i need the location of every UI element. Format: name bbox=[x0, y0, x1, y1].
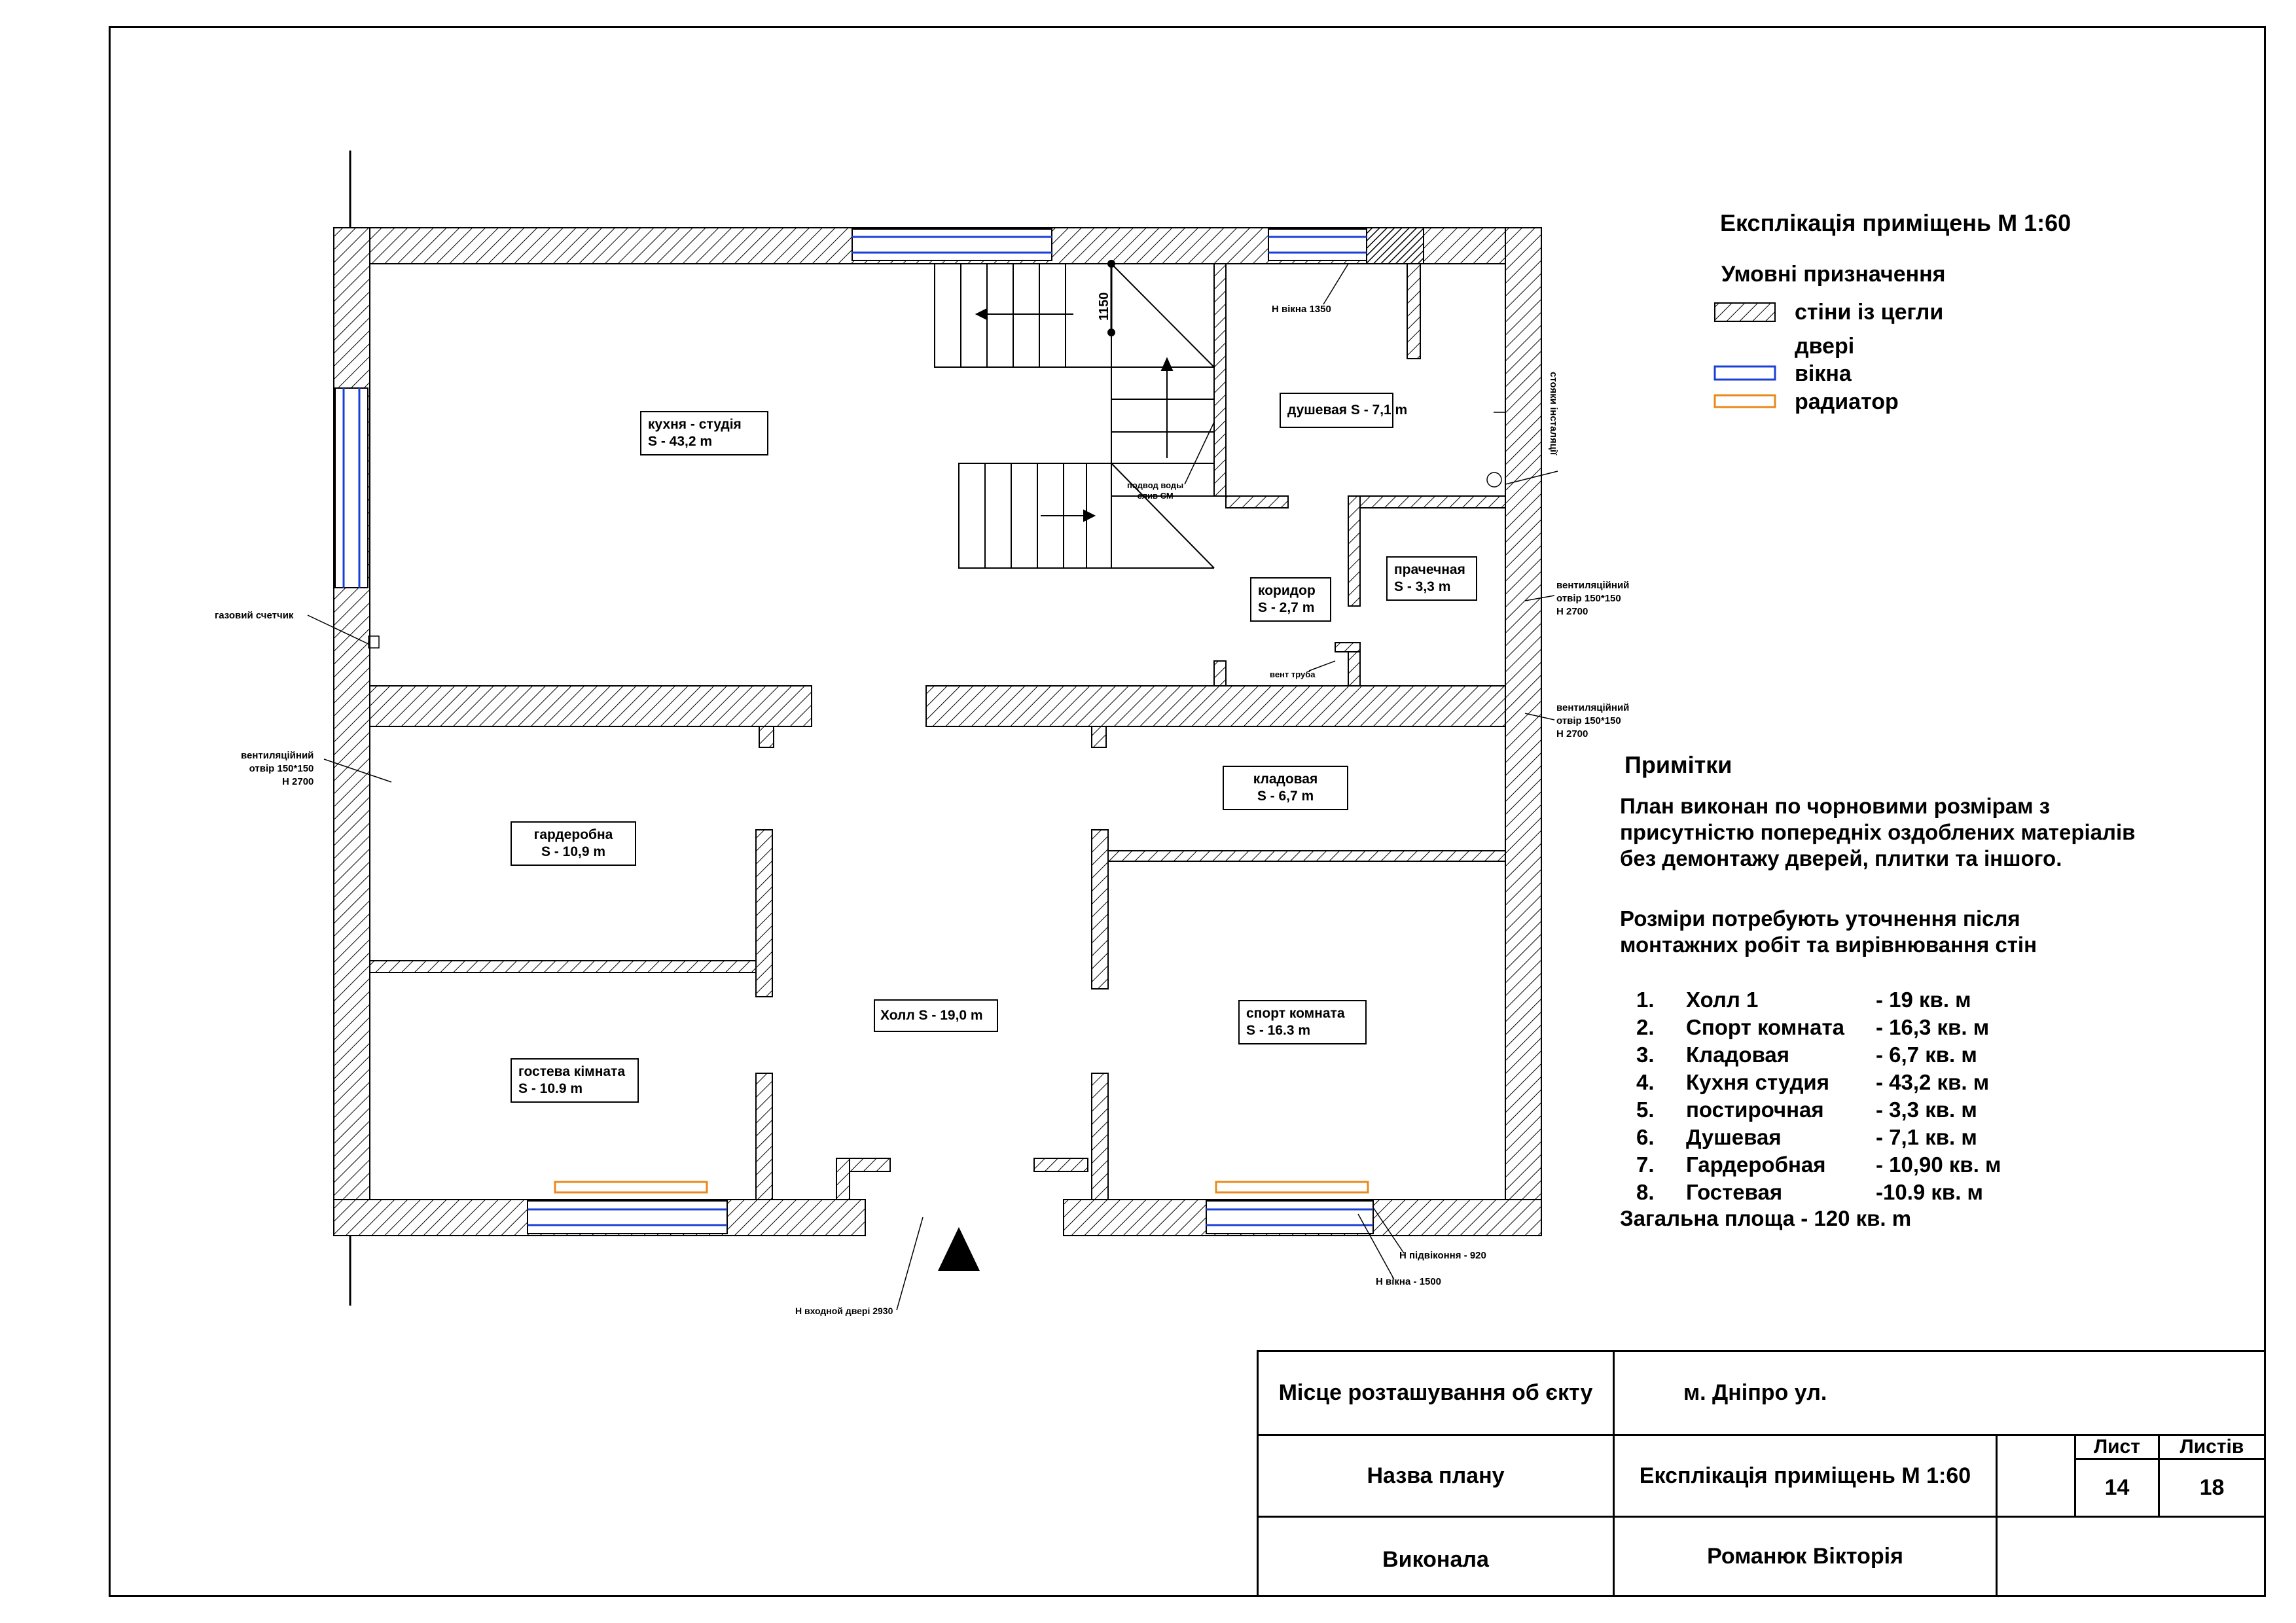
wall-door-r-h bbox=[1034, 1158, 1088, 1171]
wall-sport-v bbox=[1092, 830, 1108, 989]
room-name: спорт комната bbox=[1246, 1006, 1345, 1021]
area-list bbox=[1636, 987, 2001, 1207]
room-name: душевая S - 7,1 m bbox=[1287, 402, 1408, 418]
room-name: кладовая bbox=[1253, 772, 1318, 787]
stairs bbox=[935, 260, 1214, 568]
wall-stub-2 bbox=[1092, 726, 1106, 747]
annotation-gas-meter: газовий счетчик bbox=[215, 610, 294, 621]
vent-shaft bbox=[1367, 228, 1424, 264]
stamp-plan-label: Назва плану bbox=[1257, 1434, 1615, 1518]
annotation-sill-height: Н підвіконня - 920 bbox=[1399, 1250, 1486, 1261]
hatch-swatch-icon bbox=[1715, 303, 1775, 321]
total-area: Загальна площа - 120 кв. m bbox=[1620, 1206, 1912, 1230]
legend-item-walls: стіни із цегли bbox=[1795, 300, 1944, 325]
room-label-shower bbox=[1280, 393, 1408, 428]
legend-subtitle: Умовні призначення bbox=[1721, 262, 1946, 287]
room-area: S - 16.3 m bbox=[1246, 1023, 1311, 1038]
room-name: Холл S - 19,0 m bbox=[880, 1008, 983, 1023]
room-name: гостева кімната bbox=[518, 1064, 626, 1079]
wall-vent-stub-h bbox=[1335, 643, 1360, 652]
room-name: коридор bbox=[1258, 583, 1316, 598]
wall-wardrobe-v bbox=[756, 830, 772, 997]
wall-storage bbox=[1108, 851, 1505, 861]
list-item: 1. Холл 1 - 19 кв. м bbox=[1636, 988, 1971, 1012]
room-label-kitchen bbox=[640, 411, 768, 455]
stamp-plan-value: Експлікація приміщень М 1:60 bbox=[1613, 1434, 1998, 1518]
wall-door-l-v bbox=[836, 1158, 850, 1200]
notes-title: Примітки bbox=[1624, 751, 1732, 778]
annotation-entrance-door: Н входной двері 2930 bbox=[795, 1306, 893, 1316]
wall-right bbox=[1505, 228, 1541, 1236]
wall-guest-v bbox=[756, 1073, 772, 1200]
radiator-guest bbox=[555, 1182, 707, 1192]
wall-shower-v bbox=[1407, 264, 1420, 359]
wall-shower-stub bbox=[1226, 496, 1288, 508]
notes-paragraph-1: План виконан по чорновими розмірам з присутністю попередніх оздоблених матеріалів без демонтажу дверей, плитки та іншого. bbox=[1620, 794, 2136, 870]
stamp-sheet-value: 14 bbox=[2074, 1458, 2160, 1518]
room-name: прачечная bbox=[1394, 562, 1465, 577]
annotation-vent-right-2: вентиляційний отвір 150*150 Н 2700 bbox=[1556, 702, 1630, 740]
annotation-window-height: Н вікна 1350 bbox=[1272, 304, 1331, 315]
room-label-storage bbox=[1223, 766, 1348, 810]
radiators bbox=[555, 1182, 1368, 1192]
stamp-empty-cell bbox=[1996, 1516, 2266, 1597]
wall-sport-v2 bbox=[1092, 1073, 1108, 1200]
wall-wardrobe bbox=[370, 961, 762, 972]
window-bottom-2 bbox=[1206, 1201, 1373, 1234]
room-name: кухня - студія bbox=[648, 417, 742, 432]
stamp-author-label: Виконала bbox=[1257, 1516, 1615, 1597]
room-label-wardrobe bbox=[511, 821, 636, 866]
list-item: 7. Гардеробная - 10,90 кв. м bbox=[1636, 1152, 2001, 1177]
window-bottom-1 bbox=[528, 1201, 727, 1234]
annotation-riser: стояки інсталяції bbox=[1548, 372, 1559, 455]
stamp-sheet-label: Лист bbox=[2074, 1434, 2160, 1460]
room-name: гардеробна bbox=[533, 827, 613, 842]
radiator-swatch-icon bbox=[1715, 395, 1775, 407]
title-block bbox=[1257, 1350, 2266, 1597]
annotation-vent-right-1: вентиляційний отвір 150*150 Н 2700 bbox=[1556, 580, 1630, 617]
stamp-sheets-value: 18 bbox=[2158, 1458, 2266, 1518]
room-area: S - 2,7 m bbox=[1258, 600, 1315, 615]
room-area: S - 43,2 m bbox=[648, 434, 713, 449]
list-item: 8. Гостевая -10.9 кв. м bbox=[1636, 1180, 1983, 1204]
room-label-guest bbox=[511, 1058, 639, 1103]
stamp-sheets-label: Листів bbox=[2158, 1434, 2266, 1460]
annotation-stair-dimension: 1150 bbox=[1097, 292, 1111, 321]
annotation-vent-pipe: вент труба bbox=[1270, 669, 1316, 679]
room-area: S - 6,7 m bbox=[1257, 789, 1314, 804]
room-area: S - 10.9 m bbox=[518, 1081, 583, 1096]
window-top-2 bbox=[1268, 229, 1367, 260]
room-label-sport bbox=[1238, 1000, 1367, 1044]
list-item: 2. Спорт комната - 16,3 кв. м bbox=[1636, 1015, 1990, 1039]
list-item: 3. Кладовая - 6,7 кв. м bbox=[1636, 1043, 1977, 1067]
legend-item-windows: вікна bbox=[1795, 361, 1852, 386]
list-item: 6. Душевая - 7,1 кв. м bbox=[1636, 1125, 1977, 1149]
wall-laundry-v bbox=[1348, 496, 1360, 606]
stamp-location-label: Місце розташування об єкту bbox=[1257, 1350, 1615, 1436]
wall-corridor-stub bbox=[1214, 661, 1226, 686]
window-top-1 bbox=[852, 229, 1052, 260]
window-swatch-icon bbox=[1715, 366, 1775, 380]
legend-title: Експлікація приміщень М 1:60 bbox=[1720, 209, 2072, 236]
annotation-water-supply: подвод воды слив СМ bbox=[1127, 480, 1184, 501]
legend-item-radiator: радиатор bbox=[1795, 389, 1899, 414]
wall-left bbox=[334, 228, 370, 1236]
wall-stub-1 bbox=[759, 726, 774, 747]
room-label-hall bbox=[874, 999, 998, 1032]
stamp-location-value: м. Дніпро ул. bbox=[1613, 1350, 2266, 1436]
list-item: 5. постирочная - 3,3 кв. м bbox=[1636, 1097, 1977, 1122]
annotation-vent-left: вентиляційний отвір 150*150 Н 2700 bbox=[241, 750, 314, 787]
room-label-corridor bbox=[1250, 577, 1331, 622]
list-item: 4. Кухня студия - 43,2 кв. м bbox=[1636, 1070, 1990, 1094]
window-left bbox=[335, 388, 368, 588]
room-label-laundry bbox=[1386, 556, 1477, 601]
wall-stair-shower bbox=[1214, 264, 1226, 496]
legend-item-doors: двері bbox=[1795, 334, 1855, 359]
room-area: S - 3,3 m bbox=[1394, 579, 1451, 594]
radiator-sport bbox=[1216, 1182, 1368, 1192]
wall-laundry bbox=[1348, 496, 1505, 508]
room-area: S - 10,9 m bbox=[541, 844, 606, 859]
entrance-arrow-icon bbox=[938, 1227, 980, 1271]
wall-kitchen-right bbox=[926, 686, 1505, 726]
stamp-author-value: Романюк Вікторія bbox=[1613, 1516, 1998, 1597]
annotation-window-height-2: Н вікна - 1500 bbox=[1376, 1276, 1441, 1287]
wall-kitchen-left bbox=[370, 686, 812, 726]
notes-paragraph-2: Розміри потребують уточнення після монтажних робіт та вирівнювання стін bbox=[1620, 906, 2037, 957]
